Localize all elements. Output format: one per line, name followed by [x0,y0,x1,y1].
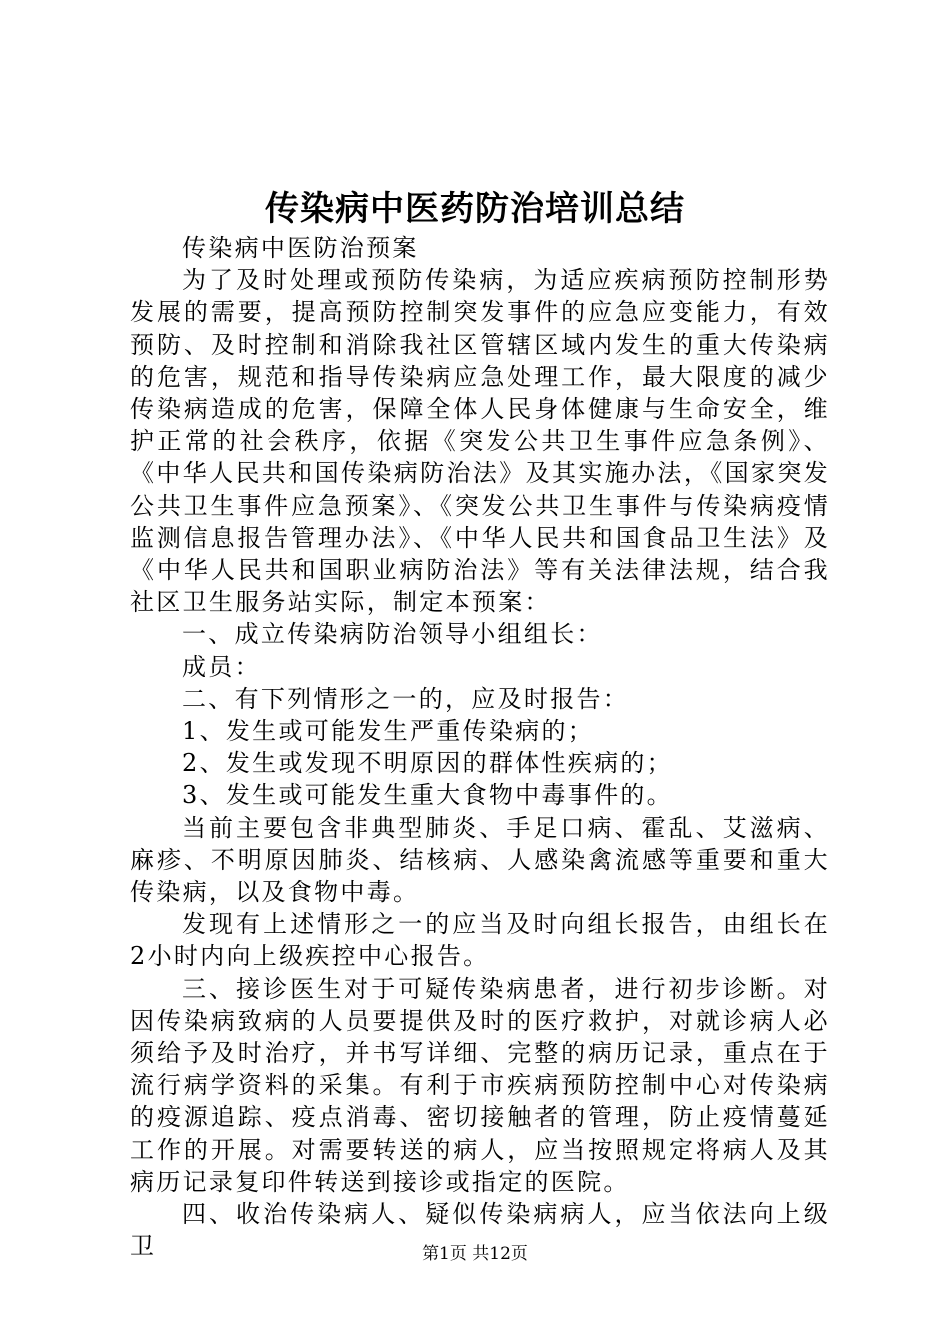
page-number-footer: 第1页 共12页 [422,1244,528,1264]
paragraph-members: 成员： [182,652,261,681]
document-body [130,232,830,1263]
list-item-2: 2、发生或发现不明原因的群体性疾病的； [182,749,673,778]
paragraph-plan-heading: 传染病中医防治预案 [182,234,419,262]
paragraph-section-3: 三、接诊医生对于可疑传染病患者，进行初步诊断。对因传染病致病的人员要提供及时的医疗救护，对就诊病人必须给予及时治疗，并书写详细、完整的病历记录，重点在于流行病学资料的采集。有利于市疾病预防控制中心对传染病的疫源追踪、疫点消毒、密切接触者的管理，防止疫情蔓延工作的开展。对需要转送的病人，应当按照规定将病人及其病历记录复印件转送到接诊或指定的医院。 [130,974,830,1196]
list-item-3: 3、发生或可能发生重大食物中毒事件的。 [182,781,673,810]
paragraph-section-4: 四、收治传染病人、疑似传染病病人，应当依法向上级卫 [130,1200,830,1261]
paragraph-diseases: 当前主要包含非典型肺炎、手足口病、霍乱、艾滋病、麻疹、不明原因肺炎、结核病、人感染禽流感等重要和重大传染病，以及食物中毒。 [130,813,830,907]
paragraph-section-1: 一、成立传染病防治领导小组组长： [182,620,603,649]
paragraph-reporting: 发现有上述情形之一的应当及时向组长报告，由组长在2小时内向上级疾控中心报告。 [130,910,830,971]
paragraph-section-2: 二、有下列情形之一的，应及时报告： [182,684,630,713]
paragraph-purpose: 为了及时处理或预防传染病，为适应疾病预防控制形势发展的需要，提高预防控制突发事件的应急应变能力，有效预防、及时控制和消除我社区管辖区域内发生的重大传染病的危害，规范和指导传染病应急处理工作，最大限度的减少传染病造成的危害，保障全体人民身体健康与生命安全，维护正常的社会秩序，依据《突发公共卫生事件应急条例》、《中华人民共和国传染病防治法》及其实施办法，《国家突发公共卫生事件应急预案》、《突发公共卫生事件与传染病疫情监测信息报告管理办法》、《中华人民共和国食品卫生法》及《中华人民共和国职业病防治法》等有关法律法规，结合我社区卫生服务站实际，制定本预案： [130,266,830,617]
list-item-1: 1、发生或可能发生严重传染病的； [182,717,595,746]
document-title: 传染病中医药防治培训总结 [265,189,685,229]
